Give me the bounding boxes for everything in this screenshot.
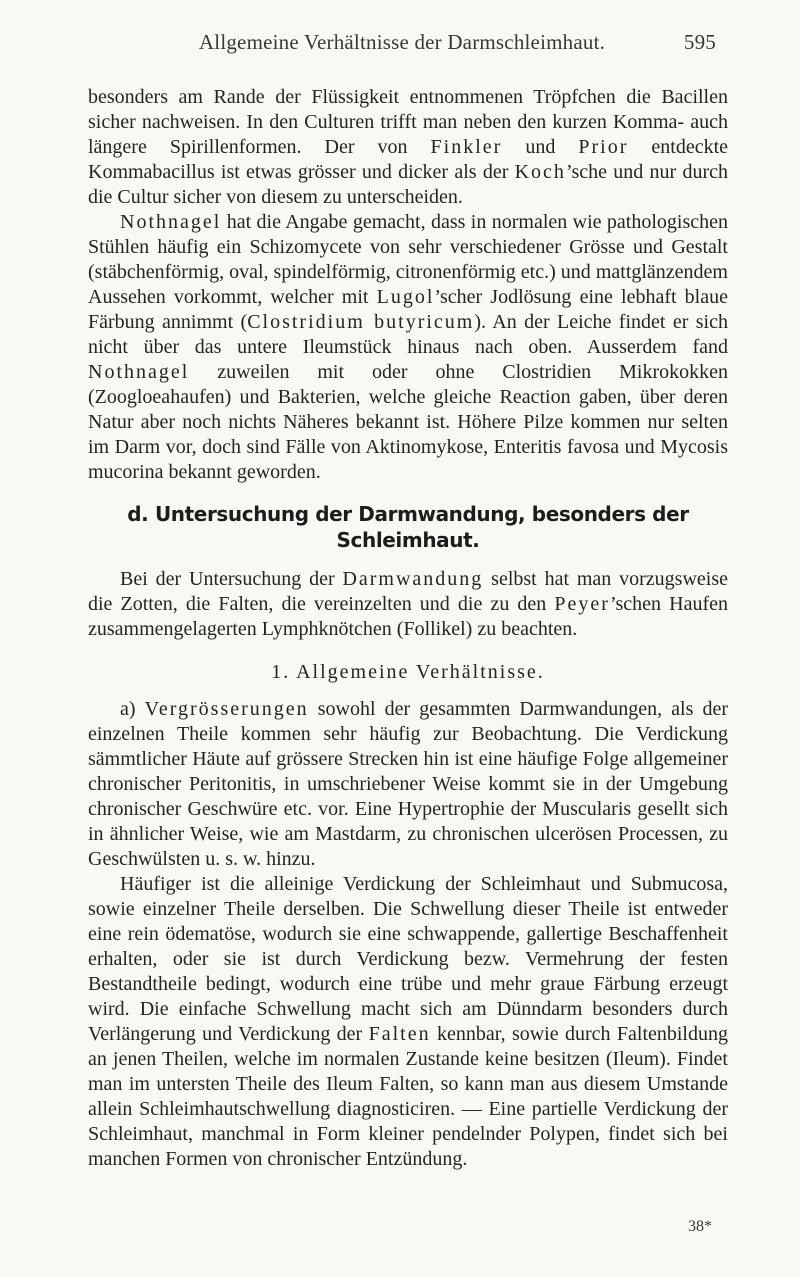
text-run: besonders am Rande der Flüssigkeit entnommenen Tröpfchen die Bacillen sicher nachweisen. In den Culturen trifft man neben den kurzen Komma- auch längere Spirillenformen. Der von <box>88 86 728 158</box>
term-falten: Falten <box>368 1023 431 1045</box>
term-darmwandung: Darmwandung <box>342 568 484 590</box>
text-run: hat die Angabe gemacht, dass in normalen wie pathologischen Stühlen häufig ein Schizomycete von sehr verschiedener Grösse und Gestalt (stäbchenförmig, oval, spindelförmig, citronenförmig etc.) und mattglänzendem Aussehen vorkommt, welcher mit <box>88 211 728 308</box>
section-heading: d. Untersuchung der Darmwandung, besonders der Schleimhaut. <box>127 502 689 552</box>
paragraph-3 <box>88 567 728 642</box>
text-run: ’sche und nur durch die Cultur sicher von diesem zu unterscheiden. <box>88 161 728 208</box>
printer-signature: 38* <box>688 1218 712 1235</box>
paragraph-1 <box>88 85 728 210</box>
author-name-lugol: Lugol <box>376 286 435 308</box>
author-name-peyer: Peyer <box>554 593 610 615</box>
text-run: ). An der Leiche findet er sich nicht über das untere Ileumstück hinaus nach oben. Ausserdem fand <box>88 311 728 358</box>
text-run: kennbar, sowie durch Faltenbildung an jenen Theilen, welche im normalen Zustande keine besitzen (Ileum). Findet man im untersten Theile des Ileum Falten, so kann man aus diesem Umstande allein Schleimhautschwellung diagnosticiren. — Eine partielle Verdickung der Schleimhaut, manchmal in Form kleiner pendelnder Polypen, findet sich bei manchen Formen von chronischer Entzündung. <box>88 1023 728 1170</box>
term-clostridium-butyricum: Clostridium butyricum <box>247 311 475 333</box>
text-run: sowohl der gesammten Darmwandungen, als der einzelnen Theile kommen sehr häufig zur Beobachtung. Die Verdickung sämmtlicher Häute auf grössere Strecken hin ist eine häufige Folge allgemeiner chronischer Peritonitis, in umschriebener Weise kommt sie in der Umgebung chronischer Geschwüre etc. vor. Eine Hypertrophie der Muscularis gesellt sich in ähnlicher Weise, wie am Mastdarm, zu chronischen ulcerösen Processen, zu Geschwülsten u. s. w. hinzu. <box>88 698 728 870</box>
text-run: a) <box>120 698 145 720</box>
text-run: Häufiger ist die alleinige Verdickung der Schleimhaut und Submucosa, sowie einzelner Theile derselben. Die Schwellung dieser Theile ist entweder eine rein ödematöse, wodurch sie eine schwappende, gallertige Beschaffenheit erhalten, oder sie ist durch Verdickung bezw. Vermehrung der festen Bestandtheile bedingt, wodurch eine trübe und mehr graue Färbung erzeugt wird. Die einfache Schwellung macht sich am Dünndarm besonders durch Verlängerung und Verdickung der <box>88 873 728 1045</box>
text-run: zuweilen mit oder ohne Clostridien Mikrokokken (Zoogloeahaufen) und Bakterien, welche gleiche Reaction gaben, über deren Natur aber noch nichts Näheres bekannt ist. Höhere Pilze kommen nur selten im Darm vor, doch sind Fälle von Aktinomykose, Enteritis favosa und Mycosis mucorina bekannt geworden. <box>88 361 728 483</box>
author-name-nothnagel: Nothnagel <box>88 361 190 383</box>
body-text <box>88 85 728 1172</box>
author-name-finkler: Finkler <box>430 136 503 158</box>
author-name-nothnagel: Nothnagel <box>120 211 222 233</box>
text-run: ’schen Haufen zusammengelagerten Lymphknötchen (Follikel) zu beachten. <box>88 593 729 640</box>
paragraph-2 <box>88 210 728 485</box>
running-head <box>88 30 716 60</box>
running-title: Allgemeine Verhältnisse der Darmschleimhaut. <box>198 30 606 54</box>
page-number: 595 <box>683 30 716 54</box>
text-run: Bei der Untersuchung der <box>120 568 343 590</box>
text-run: ’scher Jodlösung eine lebhaft blaue Färbung annimmt ( <box>88 286 728 333</box>
text-run: entdeckte Kommabacillus ist etwas grösser und dicker als der <box>88 136 729 183</box>
author-name-prior: Prior <box>578 136 629 158</box>
text-run: selbst hat man vorzugsweise die Zotten, die Falten, die vereinzelten und die zu den <box>88 568 728 615</box>
term-vergroesserungen: Vergrösserungen <box>144 698 309 720</box>
author-name-koch: Koch <box>514 161 566 183</box>
paragraph-5 <box>88 872 728 1172</box>
text-run: und <box>502 136 579 158</box>
subsection-heading: 1. Allgemeine Verhältnisse. <box>271 661 545 683</box>
paragraph-4 <box>88 697 728 872</box>
